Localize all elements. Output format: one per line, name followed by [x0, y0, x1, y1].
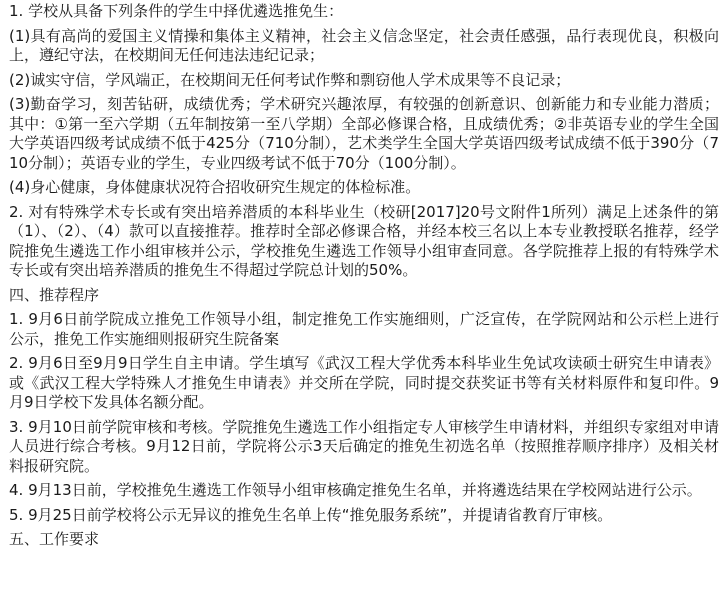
criterion-4: (4)身心健康，身体健康状况符合招收研究生规定的体检标准。: [9, 178, 421, 196]
section-heading-requirements: 五、工作要求: [9, 530, 100, 548]
procedure-step-5: 5. 9月25日前学校将公示无异议的推免生名单上传“推免服务系统”，并提请省教育厅审核。: [9, 505, 613, 524]
procedure-step-2: 2. 9月6日至9月9日学生自主申请。学生填写《武汉工程大学优秀本科毕业生免试攻读硕士研究生申请表》或《武汉工程大学特殊人才推免生申请表》并交所在学院，同时提交获奖证书等有关材料原件和复印件。9月9日学校下发具体名额分配。: [9, 354, 719, 411]
procedure-step-1: 1. 9月6日前学院成立推免工作领导小组，制定推免工作实施细则，广泛宣传，在学院网站和公示栏上进行公示，推免工作实施细则报研究生院备案: [9, 310, 719, 348]
criterion-2: (2)诚实守信，学风端正，在校期间无任何考试作弊和剽窃他人学术成果等不良记录；: [9, 70, 571, 89]
criterion-1: (1)具有高尚的爱国主义情操和集体主义精神，社会主义信念坚定，社会责任感强，品行表现优良，积极向上，遵纪守法，在校期间无任何违法违纪记录；: [9, 26, 719, 64]
procedure-step-4: 4. 9月13日前，学校推免生遴选工作领导小组审核确定推免生名单，并将遴选结果在学校网站进行公示。: [9, 481, 702, 499]
procedure-step-3: 3. 9月10日前学院审核和考核。学院推免生遴选工作小组指定专人审核学生申请材料，并组织专家组对申请人员进行综合考核。9月12日前，学院将公示3天后确定的推免生初选名单（按照推荐顺序排序）及相关材料报研究院。: [9, 417, 719, 475]
criteria-intro: 1. 学校从具备下列条件的学生中择优遴选推免生：: [9, 2, 344, 20]
special-talent-paragraph: 2. 对有特殊学术专长或有突出培养潜质的本科毕业生（校研[2017]20号文附件1所列）满足上述条件的第（1）、（2）、（4）款可以直接推荐。推荐时全部必修课合格，并经本校三名以上本专业教授联名推荐，经学院推免生遴选工作小组审核并公示，学校推免生遴选工作领导小组审查同意。各学院推荐上报的有特殊学术专长或有突出培养潜质的推免生不得超过学院总计划的50%。: [9, 202, 719, 279]
section-heading-procedure: 四、推荐程序: [9, 285, 100, 304]
criterion-3: (3)勤奋学习，刻苦钻研，成绩优秀；学术研究兴趣浓厚，有较强的创新意识、创新能力和专业能力潜质；其中：①第一至六学期（五年制按第一至八学期）全部必修课合格，且成绩优秀；②非英语专业的学生全国大学英语四级考试成绩不低于425分（710分制），艺术类学生全国大学英语四级考试成绩不低于390分（710分制）；英语专业的学生，专业四级考试不低于70分（100分制）。: [9, 95, 719, 172]
